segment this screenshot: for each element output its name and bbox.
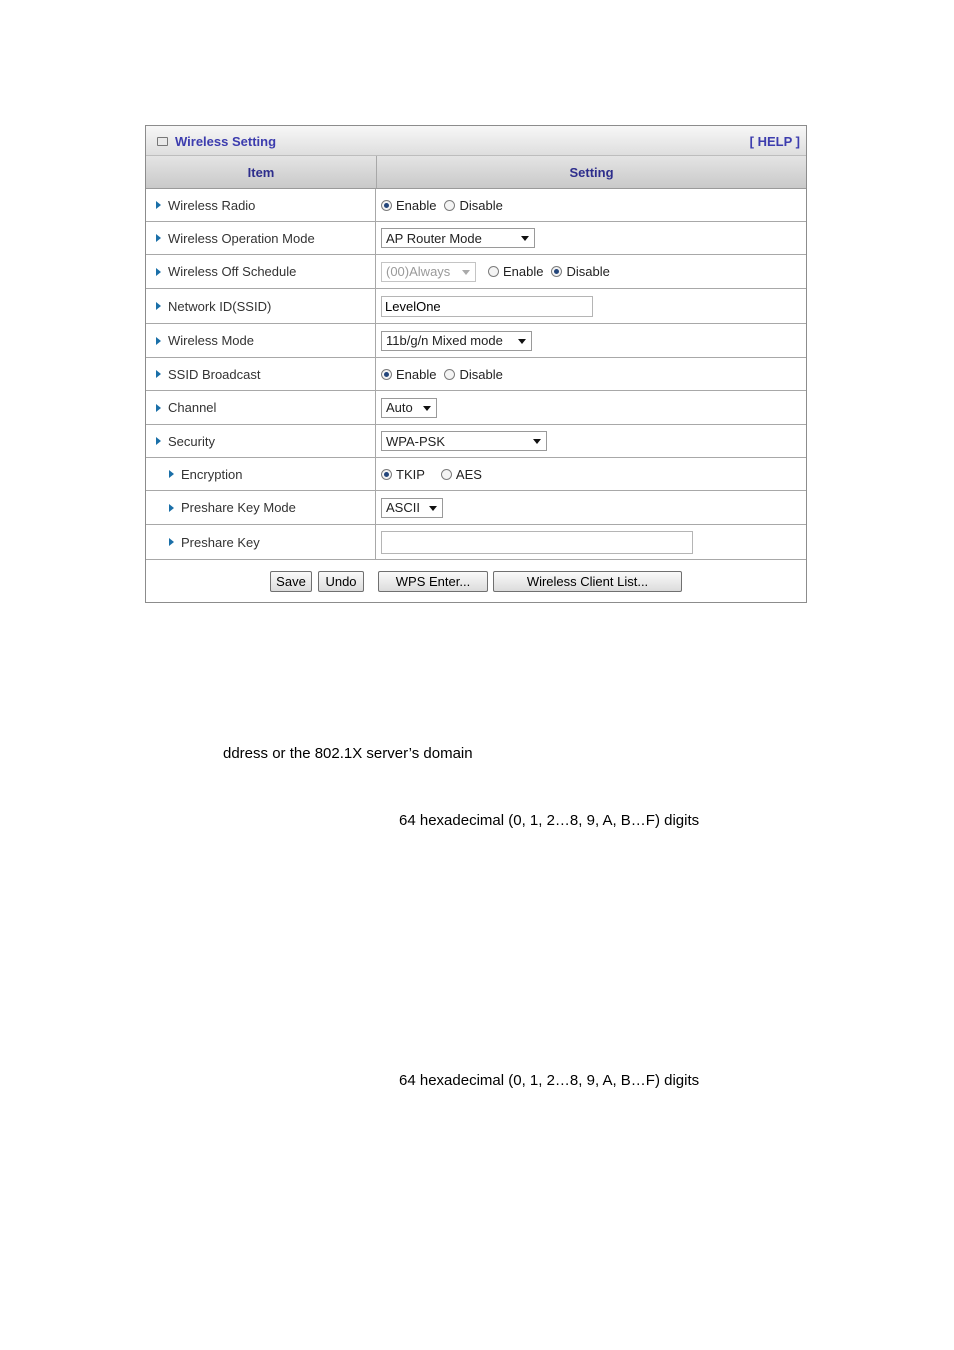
row-wireless-radio <box>146 189 806 222</box>
radio-disable[interactable] <box>444 200 455 211</box>
item-cell <box>146 289 376 323</box>
item-cell <box>146 391 376 424</box>
undo-button[interactable]: Undo <box>318 571 364 592</box>
row-preshare-key <box>146 525 806 560</box>
table-header <box>146 156 806 189</box>
arrow-right-icon <box>156 201 161 209</box>
item-cell <box>146 358 376 390</box>
row-operation-mode <box>146 222 806 255</box>
row-ssid-broadcast <box>146 358 806 391</box>
header-setting: Setting <box>569 164 614 180</box>
wireless-client-list-button[interactable]: Wireless Client List... <box>493 571 682 592</box>
arrow-right-icon <box>169 538 174 546</box>
radio-aes[interactable] <box>441 469 452 480</box>
arrow-right-icon <box>156 337 161 345</box>
row-label: Wireless Off Schedule <box>168 264 297 279</box>
dropdown-arrow-icon <box>423 406 431 411</box>
radio-disable-label: Disable <box>459 366 503 382</box>
wps-enter-button[interactable]: WPS Enter... <box>378 571 488 592</box>
row-label: Security <box>168 433 215 449</box>
setting-cell <box>376 525 806 559</box>
radio-enable-label: Enable <box>503 264 544 279</box>
radio-enable[interactable] <box>488 266 499 277</box>
setting-cell <box>376 458 806 490</box>
preshare-key-mode-select[interactable] <box>381 498 443 518</box>
body-text-line: ddress or the 802.1X server’s domain <box>223 745 473 762</box>
row-security <box>146 425 806 458</box>
setting-cell <box>376 324 806 357</box>
row-label: Encryption <box>181 466 243 482</box>
select-value: ASCII <box>386 500 420 515</box>
dropdown-arrow-icon <box>429 506 437 511</box>
radio-enable[interactable] <box>381 369 392 380</box>
security-select[interactable] <box>381 431 547 451</box>
header-item: Item <box>146 156 377 188</box>
row-label: SSID Broadcast <box>168 366 261 382</box>
row-ssid <box>146 289 806 324</box>
row-encryption <box>146 458 806 491</box>
radio-disable-label: Disable <box>459 197 503 213</box>
select-value: 11b/g/n Mixed mode <box>386 333 503 348</box>
arrow-right-icon <box>169 504 174 512</box>
radio-disable[interactable] <box>444 369 455 380</box>
dropdown-arrow-icon <box>462 270 470 275</box>
item-cell <box>146 255 376 288</box>
row-off-schedule <box>146 255 806 289</box>
row-label: Channel <box>168 400 217 415</box>
arrow-right-icon <box>156 370 161 378</box>
ssid-input[interactable] <box>381 296 593 317</box>
row-label: Wireless Mode <box>168 333 254 348</box>
dropdown-arrow-icon <box>533 439 541 444</box>
arrow-right-icon <box>156 437 161 445</box>
item-cell <box>146 525 376 559</box>
row-label: Network ID(SSID) <box>168 298 272 314</box>
arrow-right-icon <box>169 470 174 478</box>
select-value: WPA-PSK <box>386 433 445 449</box>
setting-cell <box>376 222 806 254</box>
row-label: Wireless Operation Mode <box>168 230 315 246</box>
panel-title: Wireless Setting <box>175 134 277 149</box>
item-cell <box>146 491 376 524</box>
radio-disable-label: Disable <box>566 264 610 279</box>
radio-tkip-label: TKIP <box>396 466 425 482</box>
radio-tkip[interactable] <box>381 469 392 480</box>
button-row <box>146 560 806 602</box>
arrow-right-icon <box>156 302 161 310</box>
item-cell <box>146 458 376 490</box>
panel-titlebar <box>146 126 806 156</box>
row-label: Preshare Key <box>181 534 260 550</box>
window-icon <box>157 137 168 146</box>
setting-cell <box>376 189 806 221</box>
body-text-line: 64 hexadecimal (0, 1, 2…8, 9, A, B…F) digits <box>399 812 700 829</box>
dropdown-arrow-icon <box>518 339 526 344</box>
arrow-right-icon <box>156 268 161 276</box>
item-cell <box>146 324 376 357</box>
setting-cell <box>376 358 806 390</box>
radio-enable-label: Enable <box>396 197 437 213</box>
select-value: (00)Always <box>386 264 451 279</box>
row-label: Preshare Key Mode <box>181 500 296 515</box>
setting-cell <box>376 391 806 424</box>
operation-mode-select[interactable] <box>381 228 535 248</box>
channel-select[interactable] <box>381 398 437 418</box>
setting-cell <box>376 289 806 323</box>
row-preshare-key-mode <box>146 491 806 525</box>
preshare-key-input[interactable] <box>381 531 693 554</box>
help-link[interactable]: [ HELP ] <box>749 134 800 149</box>
row-label: Wireless Radio <box>168 197 256 213</box>
item-cell <box>146 425 376 457</box>
setting-cell <box>376 491 806 524</box>
radio-aes-label: AES <box>455 466 482 482</box>
setting-cell <box>376 255 806 288</box>
radio-disable[interactable] <box>551 266 562 277</box>
arrow-right-icon <box>156 234 161 242</box>
radio-enable-label: Enable <box>396 366 437 382</box>
item-cell <box>146 222 376 254</box>
wireless-setting-panel <box>145 125 807 603</box>
select-value: Auto <box>386 400 413 415</box>
select-value: AP Router Mode <box>386 230 482 246</box>
off-schedule-select[interactable] <box>381 262 476 282</box>
item-cell <box>146 189 376 221</box>
arrow-right-icon <box>156 404 161 412</box>
save-button[interactable]: Save <box>270 571 312 592</box>
radio-enable[interactable] <box>381 200 392 211</box>
body-text-line: 64 hexadecimal (0, 1, 2…8, 9, A, B…F) digits <box>399 1072 700 1089</box>
setting-cell <box>376 425 806 457</box>
row-wireless-mode <box>146 324 806 358</box>
row-channel <box>146 391 806 425</box>
wireless-mode-select[interactable] <box>381 331 532 351</box>
dropdown-arrow-icon <box>521 236 529 241</box>
